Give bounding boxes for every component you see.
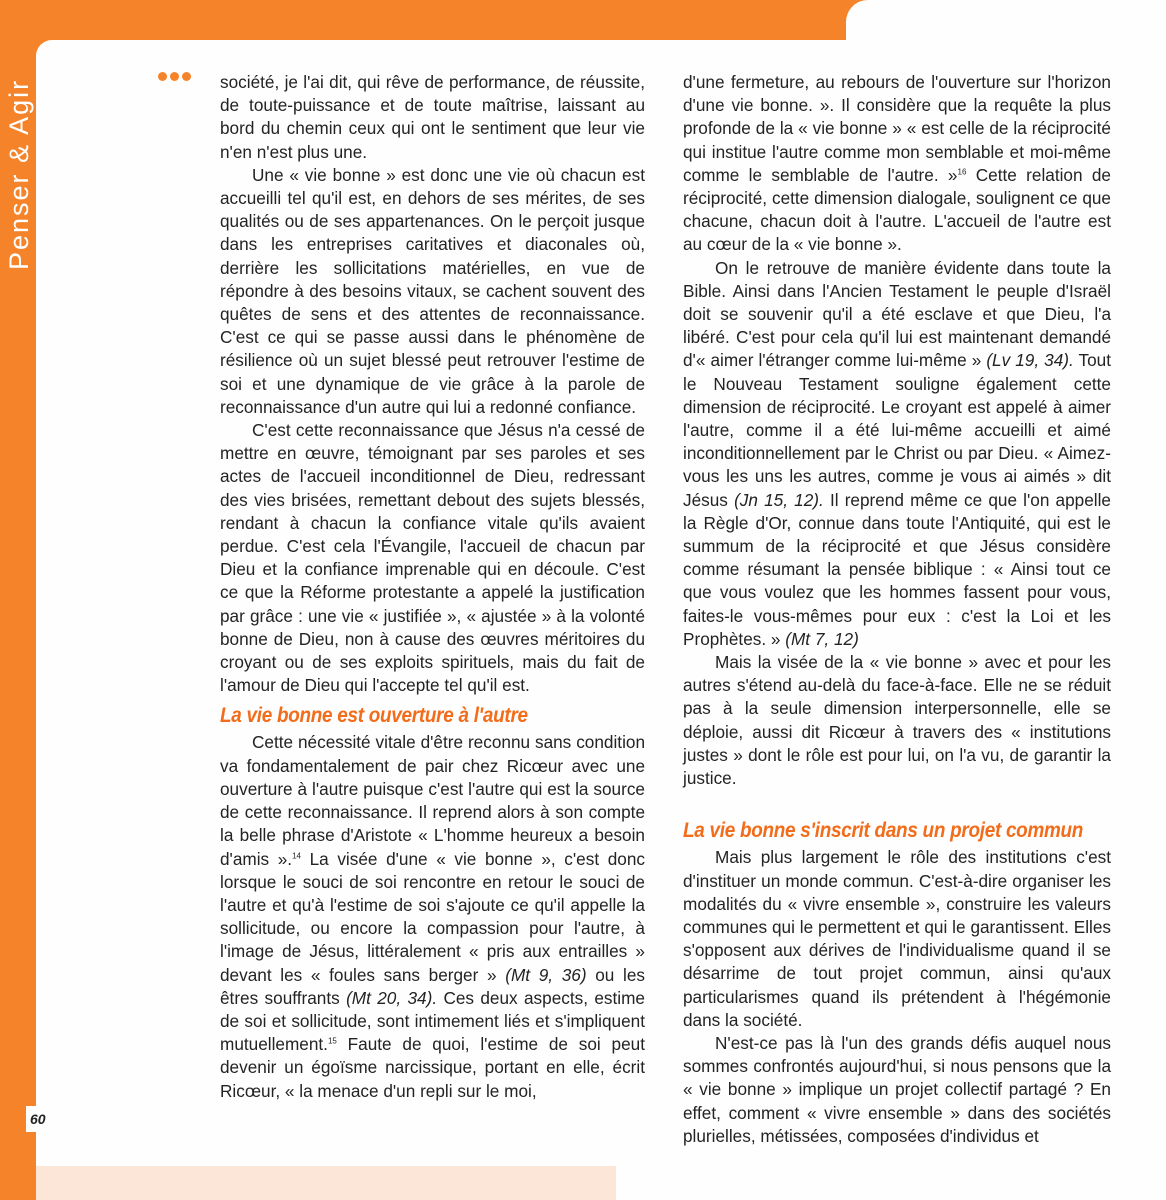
paragraph: [683, 257, 1111, 651]
citation: (Mt 9, 36): [505, 964, 587, 985]
text-run: Ces deux aspects, estime de soi et sollicitude, sont intimement liés et s'impliquent mutuellement.: [220, 987, 645, 1055]
text-run: Tout le Nouveau Testament souligne également cette dimension de réciprocité. Le croyant est appelé à aimer l'autre, comme il a été lui-même accueilli et aimé inconditionnellement par le Christ ou par Dieu. « Aimez-vous les uns les autres, comme je vous ai aimés » dit Jésus: [683, 350, 1111, 510]
citation: (Lv 19, 34).: [986, 350, 1074, 371]
continuation-dots-icon: [158, 72, 191, 81]
section-label: Penser & Agir: [4, 78, 34, 270]
text-run: d'une fermeture, au rebours de l'ouverture sur l'horizon d'une vie bonne. ». Il considère que la requête la plus profonde de la « vie bonne » « est celle de la réciprocité qui institue l'autre comme mon semblable et moi-même comme le semblable de l'autre. »: [683, 72, 1111, 185]
paragraph: [220, 71, 645, 164]
right-column: [683, 71, 1111, 1148]
citation: (Mt 20, 34).: [346, 987, 438, 1008]
text-run: société, je l'ai dit, qui rêve de performance, de réussite, de toute-puissance et de toute maîtrise, laissant au bord du chemin ceux qui ont le sentiment que leur vie n'en n'est plus une.: [220, 72, 645, 162]
footnote-ref: 14: [292, 850, 301, 860]
paragraph: [683, 71, 1111, 257]
paragraph: [683, 651, 1111, 790]
paragraph: [220, 419, 645, 697]
paragraph: [220, 164, 645, 419]
text-run: ou les êtres souffrants: [220, 964, 646, 1008]
text-run: C'est cette reconnaissance que Jésus n'a cessé de mettre en œuvre, témoignant par ses paroles et ses actes de l'accueil inconditionnel de Dieu, redressant des vies brisées, remettant debout des sujets blessés, rendant à chacun la confiance vitale qu'ils avaient perdue. C'est cela l'Évangile, l'accueil de chacun par Dieu et la confiance imprenable qui en découle. C'est ce que la Réforme protestante a appelé la justification par grâce : une vie « justifiée », « ajustée » à la volonté bonne de Dieu, non à cause des œuvres méritoires du croyant ou de ses exploits spirituels, mais du fait de l'amour de Dieu qui l'accepte tel qu'il est.: [220, 420, 645, 696]
page-tab: [846, 0, 1166, 40]
bottom-strip: [36, 1166, 616, 1200]
dot-icon: [158, 72, 167, 81]
text-run: La visée d'une « vie bonne », c'est donc lorsque le souci de soi rencontre en retour le souci de l'autre et qu'à l'estime de soi s'ajoute ce qu'il appelle la sollicitude, ou encore la compassion pour l'autre, à l'image de Jésus, littéralement « pris aux entrailles » devant les « foules sans berger »: [220, 848, 645, 985]
citation: (Mt 7, 12): [785, 628, 859, 649]
page-number: 60: [26, 1106, 58, 1132]
section-heading: La vie bonne s'inscrit dans un projet commun: [683, 819, 1084, 843]
text-run: N'est-ce pas là l'un des grands défis auquel nous sommes confrontés aujourd'hui, si nous pensons que la « vie bonne » implique un projet collectif partagé ? En effet, comment « vivre ensemble » dans des sociétés plurielles, métissées, composées d'individus et: [683, 1032, 1111, 1146]
text-run: Une « vie bonne » est donc une vie où chacun est accueilli tel qu'il est, en dehors de ses mérites, de ses qualités ou de ses appartenances. On le perçoit jusque dans les entreprises caritatives et diaconales où, derrière les sollicitations matérielles, en vue de répondre à des besoins vitaux, se cachent souvent des quêtes de sens et des attentes de reconnaissance. C'est ce qui se passe aussi dans le phénomène de résilience où un sujet blessé peut retrouver l'estime de soi et une dynamique de vie grâce à la parole de reconnaissance d'un autre qui lui a redonné confiance.: [220, 164, 645, 417]
citation: (Jn 15, 12).: [734, 489, 824, 510]
paragraph: [683, 1032, 1111, 1148]
text-run: Faute de quoi, l'estime de soi peut devenir un égoïsme narcissique, portant en elle, écrit Ricœur, « la menace d'un repli sur le moi,: [220, 1034, 645, 1101]
text-run: On le retrouve de manière évidente dans toute la Bible. Ainsi dans l'Ancien Testament le peuple d'Israël doit se souvenir qu'il a été esclave et que Dieu, l'a libéré. C'est pour cela qu'il lui est maintenant demandé d'« aimer l'étranger comme lui-même »: [683, 257, 1111, 371]
section-heading: La vie bonne est ouverture à l'autre: [220, 704, 528, 728]
dot-icon: [170, 72, 179, 81]
text-run: Cette nécessité vitale d'être reconnu sans condition va fondamentalement de pair chez Ricœur avec une ouverture à l'autre puisque c'est l'autre qui est la source de cette reconnaissance. Il reprend alors à son compte la belle phrase d'Aristote « L'homme heureux a besoin d'amis ».: [220, 732, 645, 869]
dot-icon: [182, 72, 191, 81]
footnote-ref: 16: [957, 167, 967, 177]
text-run: Il reprend même ce que l'on appelle la Règle d'Or, connue dans toute l'Antiquité, qui est le summum de la réciprocité et que Jésus considère comme résumant la pensée biblique : « Ainsi tout ce que vous voulez que les hommes fassent pour vous, faites-le vous-mêmes pour eux : c'est la Loi et les Prophètes. »: [683, 489, 1111, 649]
text-run: Mais la visée de la « vie bonne » avec et pour les autres s'étend au-delà du face-à-face. Elle ne se réduit pas à la seule dimension interpersonnelle, elle se déploie, aussi dit Ricœur à travers des « institutions justes » dont le rôle est pour lui, on l'a vu, de garantir la justice.: [683, 652, 1111, 789]
text-run: Cette relation de réciprocité, cette dimension dialogale, soulignent ce que chacune, chacun doit à l'autre. L'accueil de l'autre est au cœur de la « vie bonne ».: [683, 164, 1111, 255]
left-column: [220, 71, 645, 1103]
text-run: Mais plus largement le rôle des institutions c'est d'instituer un monde commun. C'est-à-dire organiser les modalités du « vivre ensemble », construire les valeurs communes qui le permettent et qui le garantissent. Elles s'opposent aux dérives de l'individualisme quand il se désarrime de tout projet commun, ainsi qu'aux particularismes quand ils prétendent à l'hégémonie dans la société.: [683, 847, 1111, 1030]
footnote-ref: 15: [327, 1036, 337, 1046]
paragraph: [220, 731, 645, 1102]
paragraph: [683, 846, 1111, 1032]
